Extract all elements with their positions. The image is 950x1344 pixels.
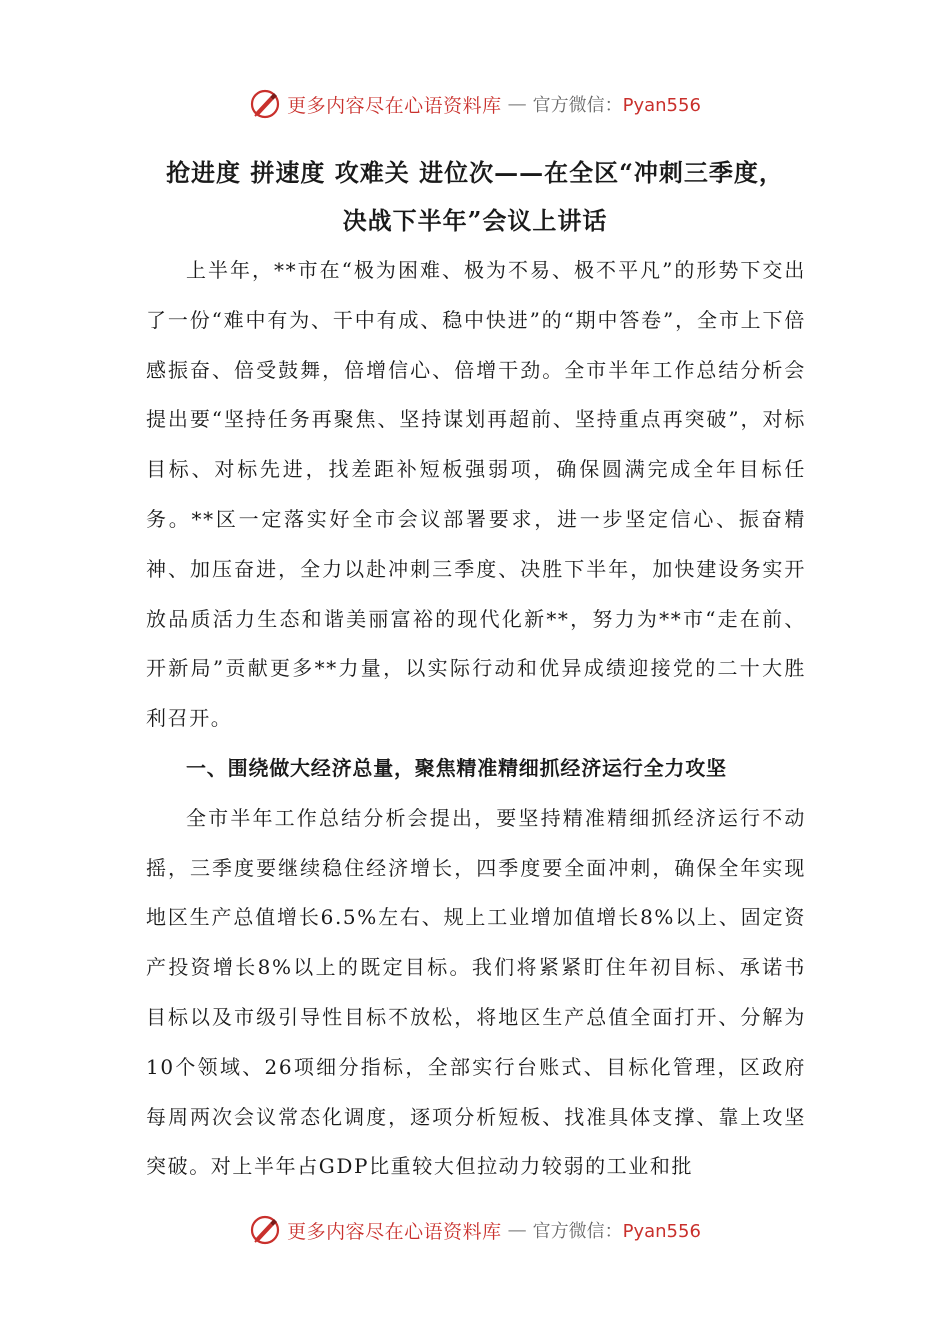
watermark-dash: — — [507, 1219, 527, 1241]
watermark-dash: — — [507, 93, 527, 115]
document-title-line-1: 抢进度 拼速度 攻难关 进位次——在全区“冲刺三季度， — [166, 158, 784, 187]
footer-watermark — [0, 1210, 950, 1250]
pen-logo-icon — [249, 1214, 281, 1246]
section-1-paragraph: 全市半年工作总结分析会提出，要坚持精准精细抓经济运行不动摇，三季度要继续稳住经济增长，四季度要全面冲刺，确保全年实现地区生产总值增长6.5%左右、规上工业增加值增长8%以上、固定资产投资增长8%以上的既定目标。我们将紧紧盯住年初目标、承诺书目标以及市级引导性目标不放松，将地区生产总值全面打开、分解为10个领域、26项细分指标，全部实行台账式、目标化管理，区政府每周两次会议常态化调度，逐项分析短板、找准具体支撑、靠上攻坚突破。对上半年占GDP比重较大但拉动力较弱的工业和批 — [146, 805, 806, 1179]
watermark-contact-label: 官方微信： — [532, 95, 623, 116]
watermark-contact-id: Pyan556 — [622, 95, 701, 116]
watermark-text: 更多内容尽在心语资料库 — [287, 1220, 502, 1243]
section-1-heading: 一、围绕做大经济总量，聚焦精准精细抓经济运行全力攻坚 — [186, 755, 727, 780]
watermark-contact-label: 官方微信： — [532, 1221, 623, 1242]
watermark-contact — [533, 1217, 701, 1243]
watermark-contact-id: Pyan556 — [622, 1221, 701, 1242]
header-watermark — [0, 84, 950, 124]
watermark-contact — [533, 91, 701, 117]
intro-paragraph: 上半年，**市在“极为困难、极为不易、极不平凡”的形势下交出了一份“难中有为、干中有成、稳中快进”的“期中答卷”，全市上下倍感振奋、倍受鼓舞，倍增信心、倍增干劲。全市半年工作总结分析会提出要“坚持任务再聚焦、坚持谋划再超前、坚持重点再突破”，对标目标、对标先进，找差距补短板强弱项，确保圆满完成全年目标任务。**区一定落实好全市会议部署要求，进一步坚定信心、振奋精神、加压奋进，全力以赴冲刺三季度、决胜下半年，加快建设务实开放品质活力生态和谐美丽富裕的现代化新**，努力为**市“走在前、开新局”贡献更多**力量，以实际行动和优异成绩迎接党的二十大胜利召开。 — [146, 258, 806, 731]
document-title-line-2: 决战下半年”会议上讲话 — [342, 206, 608, 235]
watermark-text: 更多内容尽在心语资料库 — [287, 94, 502, 117]
document-body — [146, 246, 806, 1192]
pen-logo-icon — [249, 88, 281, 120]
